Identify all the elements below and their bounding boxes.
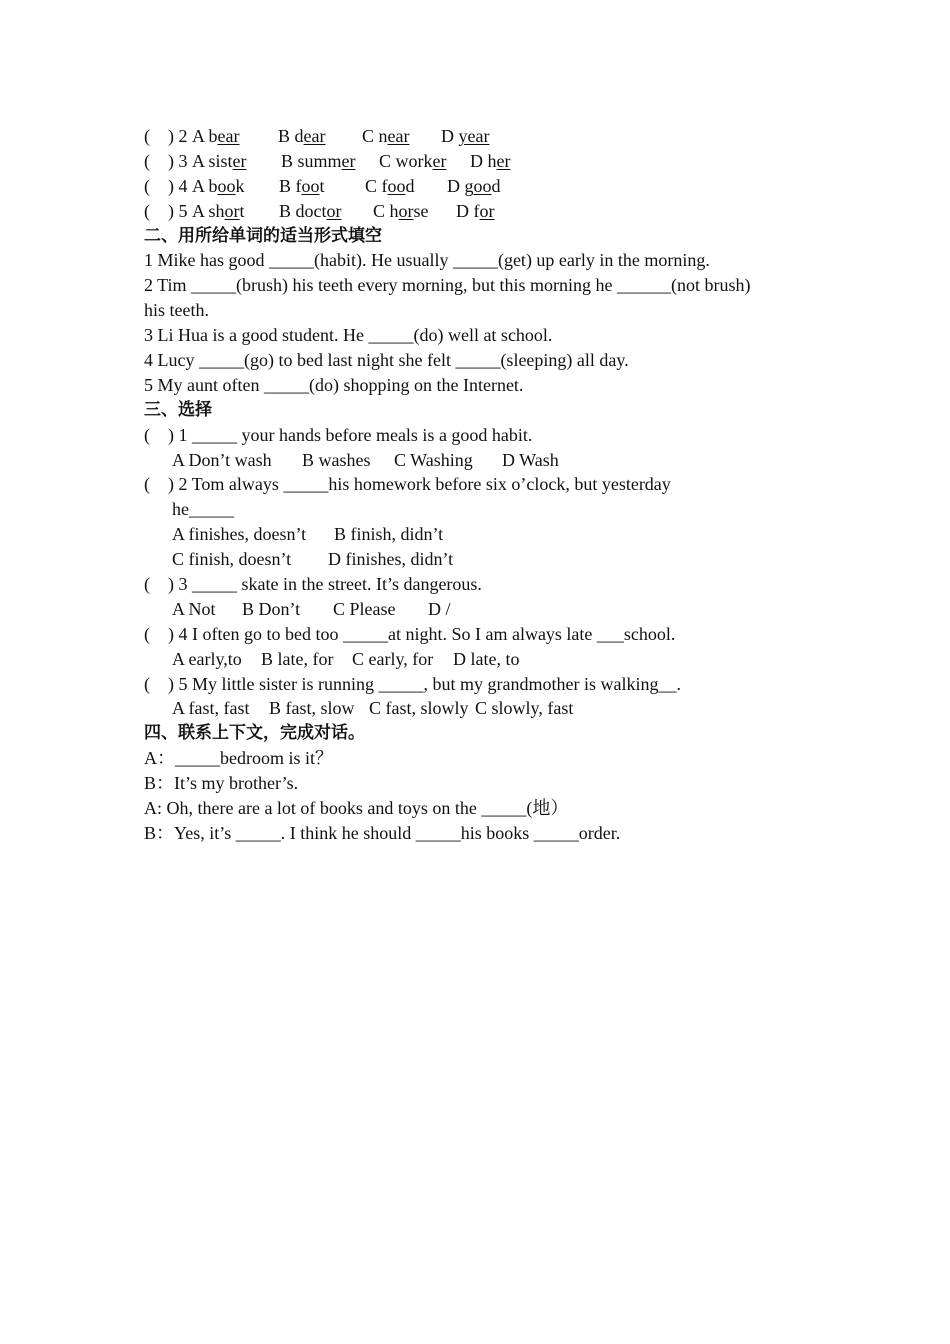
choice-question-3	[144, 572, 824, 597]
question-continuation: he_____	[172, 499, 234, 520]
question-text: ) 3 _____ skate in the street. It’s dangerous.	[168, 574, 482, 595]
option-b: B foot	[279, 175, 325, 196]
option-a: A finishes, doesn’t	[172, 524, 307, 545]
worksheet-page	[144, 124, 824, 846]
pronunciation-question-3	[144, 149, 824, 174]
option-b: B finish, didn’t	[334, 524, 444, 545]
answer-paren: (	[144, 175, 150, 196]
option-d: D Wash	[502, 449, 559, 470]
answer-paren: (	[144, 474, 150, 495]
question-text: ) 2 Tom always _____his homework before six o’clock, but yesterday	[168, 474, 671, 495]
dialogue-line: B：It’s my brother’s.	[144, 773, 299, 794]
fill-in-line: 2 Tim _____(brush) his teeth every morning, but this morning he ______(not brush)	[144, 275, 751, 296]
dialogue-line: B：Yes, it’s _____. I think he should _____his books _____order.	[144, 822, 621, 843]
choice-question-2	[144, 472, 824, 497]
section-4-heading: 四、联系上下文，完成对话。	[144, 723, 365, 744]
option-d: D her	[470, 150, 511, 171]
choice-question-1	[144, 423, 824, 448]
pronunciation-question-4	[144, 174, 824, 199]
option-a: A sister	[192, 150, 247, 171]
question-number: ) 5	[168, 200, 192, 221]
option-a: A bear	[192, 126, 240, 146]
answer-paren: (	[144, 150, 150, 171]
option-d: D late, to	[453, 648, 520, 669]
option-c: C finish, doesn’t	[172, 549, 292, 570]
option-d: D for	[456, 200, 495, 221]
option-d: D year	[441, 126, 490, 146]
question-text: ) 1 _____ your hands before meals is a good habit.	[168, 424, 533, 445]
option-b: B fast, slow	[269, 698, 355, 719]
pronunciation-question-2	[144, 124, 824, 149]
option-a: A fast, fast	[172, 698, 250, 719]
option-a: A Not	[172, 598, 216, 619]
option-b: B doctor	[279, 200, 342, 221]
choice-question-5	[144, 672, 824, 697]
choice-options-2a	[144, 522, 824, 547]
answer-paren: (	[144, 424, 150, 445]
option-b: B Don’t	[242, 598, 301, 619]
choice-question-4	[144, 622, 824, 647]
option-d: C slowly, fast	[475, 698, 574, 719]
option-c: C early, for	[352, 648, 434, 669]
fill-in-line: his teeth.	[144, 300, 209, 321]
question-text: ) 4 I often go to bed too _____at night. So I am always late ___school.	[168, 623, 676, 644]
answer-paren: (	[144, 574, 150, 595]
answer-paren: (	[144, 200, 150, 221]
option-a: A short	[192, 200, 245, 221]
option-c: C Please	[333, 598, 396, 619]
fill-in-line: 3 Li Hua is a good student. He _____(do) well at school.	[144, 325, 553, 346]
dialogue-line: A：_____bedroom is it？	[144, 748, 333, 769]
section-2-heading: 二、用所给单词的适当形式填空	[144, 225, 382, 246]
fill-in-line: 1 Mike has good _____(habit). He usually _____(get) up early in the morning.	[144, 250, 710, 271]
option-d: D good	[447, 175, 501, 196]
option-a: A book	[192, 175, 245, 196]
option-c: C worker	[379, 150, 447, 171]
option-c: C horse	[373, 200, 429, 221]
option-b: B late, for	[261, 648, 334, 669]
option-b: B washes	[302, 449, 371, 470]
option-c: C near	[362, 126, 410, 146]
choice-options-4	[144, 647, 824, 672]
choice-options-3	[144, 597, 824, 622]
pronunciation-question-5	[144, 199, 824, 224]
answer-paren: (	[144, 673, 150, 694]
answer-paren: (	[144, 126, 150, 146]
option-a: A early,to	[172, 648, 242, 669]
option-b: B dear	[278, 126, 326, 146]
option-a: A Don’t wash	[172, 449, 272, 470]
dialogue-line: A: Oh, there are a lot of books and toys on the _____(地）	[144, 798, 569, 819]
answer-paren: (	[144, 623, 150, 644]
option-d: D finishes, didn’t	[328, 549, 454, 570]
choice-options-1	[144, 448, 824, 473]
choice-options-2b	[144, 547, 824, 572]
fill-in-line: 4 Lucy _____(go) to bed last night she felt _____(sleeping) all day.	[144, 350, 629, 371]
fill-in-line: 5 My aunt often _____(do) shopping on the Internet.	[144, 374, 524, 395]
question-number: ) 2	[168, 126, 192, 146]
option-d: D /	[428, 598, 451, 619]
question-text: ) 5 My little sister is running _____, but my grandmother is walking__.	[168, 673, 681, 694]
question-number: ) 4	[168, 175, 192, 196]
choice-options-5	[144, 696, 824, 721]
option-c: C food	[365, 175, 415, 196]
option-c: C Washing	[394, 449, 473, 470]
question-number: ) 3	[168, 150, 192, 171]
option-b: B summer	[281, 150, 356, 171]
section-3-heading: 三、选择	[144, 399, 212, 420]
option-c: C fast, slowly	[369, 698, 469, 719]
